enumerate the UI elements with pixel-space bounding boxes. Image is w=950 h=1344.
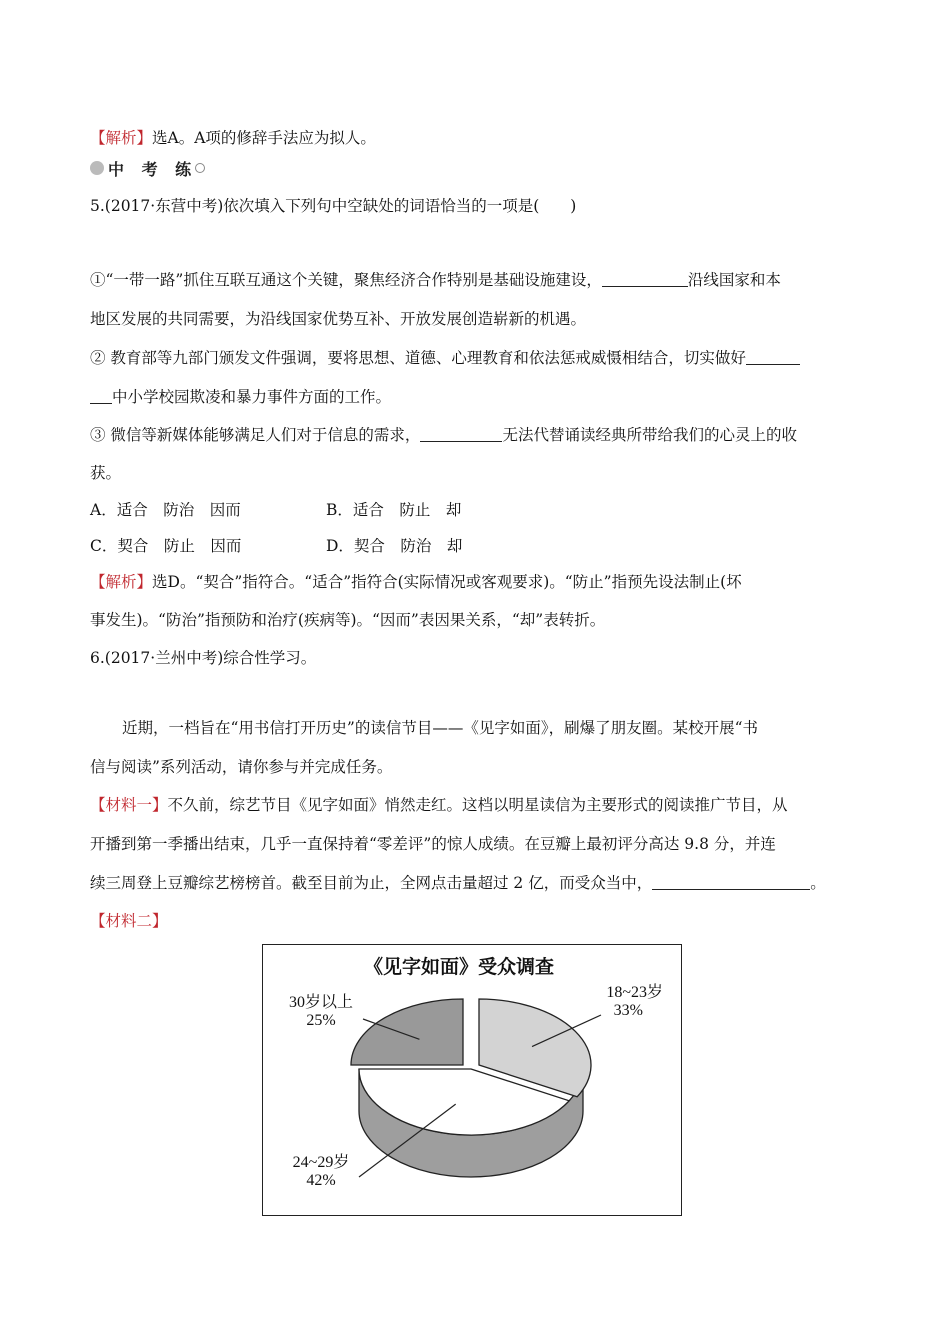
q5-analysis: 【解析】选D。“契合”指符合。“适合”指符合(实际情况或客观要求)。“防止”指预先设法制止(坏: [90, 573, 742, 591]
chart-title: 《见字如面》受众调查: [363, 956, 555, 978]
slice-label-3: 30岁以上: [288, 994, 354, 1011]
section-banner: [90, 158, 205, 178]
analysis-tag: 【解析】: [90, 129, 153, 147]
q5-sentence-3-cont: 获。: [90, 464, 122, 482]
q5-sentence-3: ③ 微信等新媒体能够满足人们对于信息的需求， 无法代替诵读经典所带给我们的心灵上的收: [90, 426, 797, 444]
analysis-text: 选A。A项的修辞手法应为拟人。: [152, 129, 376, 147]
option-d[interactable]: D．契合 防治 却: [326, 537, 463, 555]
section-title: 中 考 练: [108, 159, 198, 179]
slice-pct-2: 42%: [306, 1172, 336, 1189]
material-2-tag: 【材料二】: [90, 912, 168, 930]
blank: [420, 426, 502, 443]
q6-stem: 6.(2017·兰州中考)综合性学习。: [90, 649, 317, 667]
blank: [652, 874, 810, 891]
option-a[interactable]: A．适合 防治 因而: [90, 501, 241, 519]
pie-chart-svg: [263, 945, 683, 1217]
material-1-line-3: 续三周登上豆瓣综艺榜榜首。截至目前为止，全网点击量超过 2 亿，而受众当中， 。: [90, 874, 826, 892]
slice-label-1: 18~23岁: [606, 984, 663, 1001]
q6-intro-cont: 信与阅读”系列活动，请你参与并完成任务。: [90, 758, 393, 776]
material-1: 【材料一】不久前，综艺节目《见字如面》悄然走红。这档以明星读信为主要形式的阅读推广节目，从: [90, 796, 788, 814]
pie-chart: [262, 944, 682, 1216]
q5-analysis-cont: 事发生)。“防治”指预防和治疗(疾病等)。“因而”表因果关系，“却”表转折。: [90, 611, 606, 629]
slice-pct-3: 25%: [306, 1012, 336, 1029]
analysis-line: [90, 126, 376, 148]
material-1-line-2: 开播到第一季播出结束，几乎一直保持着“零差评”的惊人成绩。在豆瓣上最初评分高达 9.8 分，并连: [90, 835, 776, 853]
q6-intro: 近期，一档旨在“用书信打开历史”的读信节目——《见字如面》，刷爆了朋友圈。某校开展“书: [122, 719, 759, 737]
slice-pct-1: 33%: [613, 1002, 643, 1019]
q5-sentence-2: ② 教育部等九部门颁发文件强调，要将思想、道德、心理教育和依法惩戒威慑相结合，切实做好: [90, 346, 800, 368]
pie-slice-3: [351, 999, 463, 1065]
banner-decoration-icon: [90, 161, 104, 175]
option-c[interactable]: C．契合 防止 因而: [90, 537, 242, 555]
slice-label-2: 24~29岁: [292, 1154, 350, 1171]
q5-sentence-1: ①“一带一路”抓住互联互通这个关键，聚焦经济合作特别是基础设施建设， 沿线国家和本: [90, 271, 781, 289]
banner-dot-icon: [195, 163, 205, 173]
blank: [602, 271, 688, 288]
material-1-tag: 【材料一】: [90, 796, 168, 814]
analysis-tag: 【解析】: [90, 573, 153, 591]
q5-stem: 5.(2017·东营中考)依次填入下列句中空缺处的词语恰当的一项是( ): [90, 197, 577, 215]
blank: [90, 388, 112, 405]
blank: [746, 349, 800, 366]
option-b[interactable]: B．适合 防止 却: [326, 501, 462, 519]
q5-sentence-2-cont: 中小学校园欺凌和暴力事件方面的工作。: [90, 385, 391, 407]
q5-sentence-1-cont: 地区发展的共同需要，为沿线国家优势互补、开放发展创造崭新的机遇。: [90, 310, 587, 328]
